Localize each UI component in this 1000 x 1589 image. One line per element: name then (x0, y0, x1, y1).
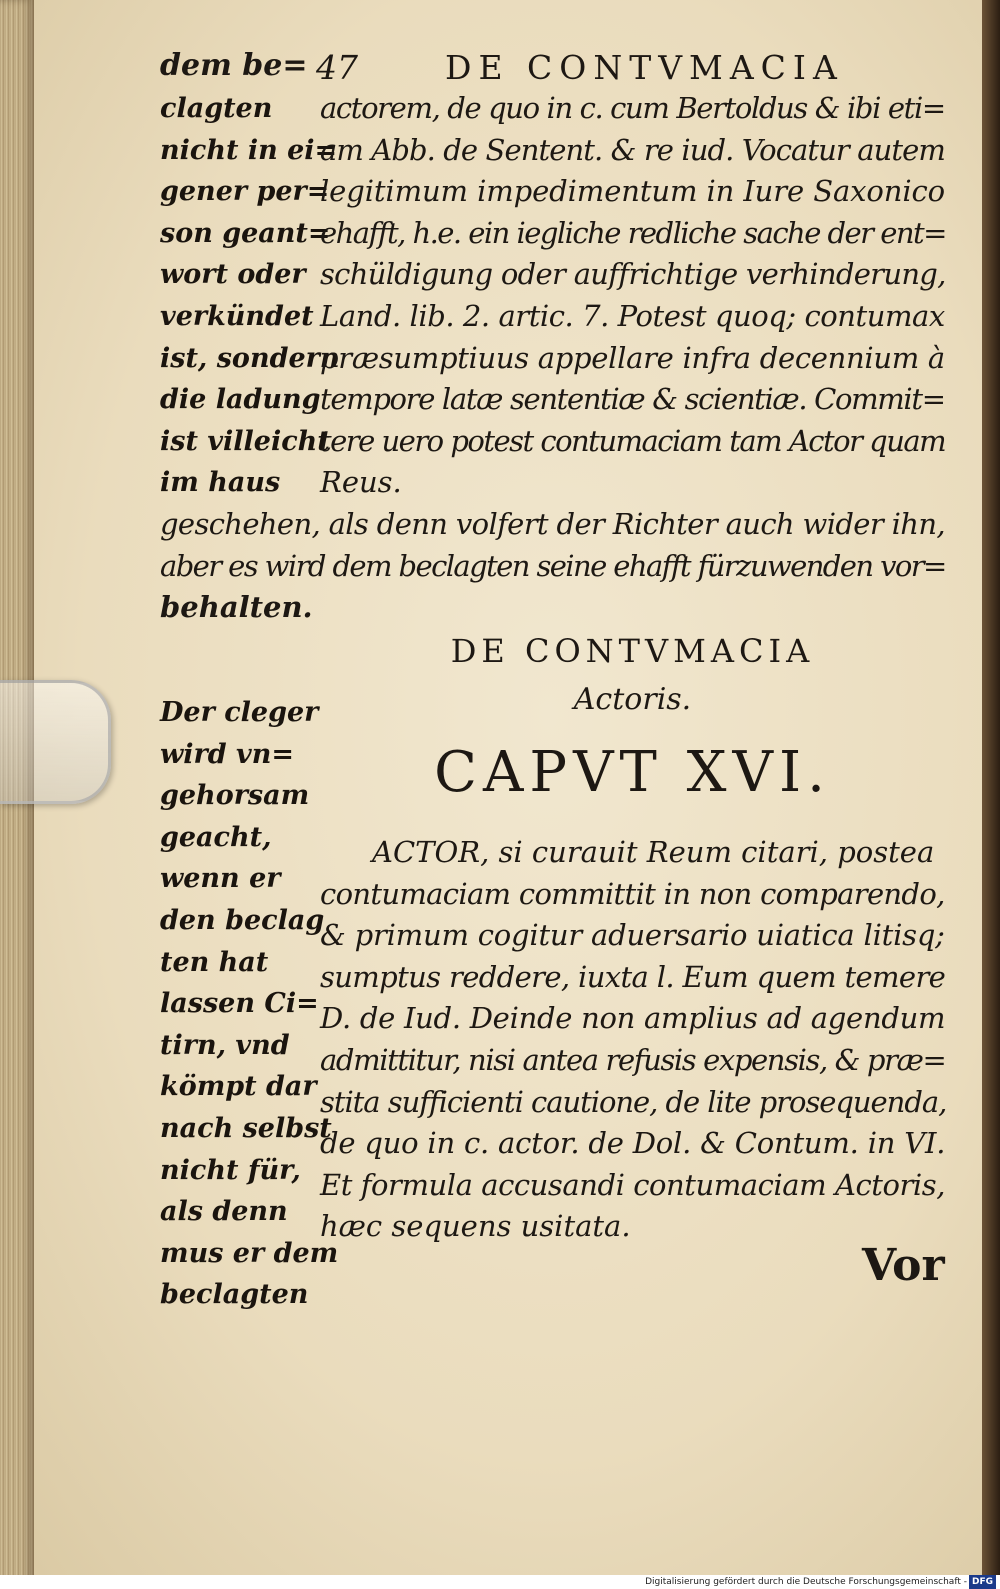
text-line: behalten. (160, 590, 313, 625)
margin-line: wenn er (160, 863, 281, 895)
text-line: contumaciam committit in non comparendo, (320, 876, 945, 911)
text-line: Reus. (320, 465, 402, 500)
dfg-logo: DFG (969, 1575, 996, 1589)
footer-text: Digitalisierung gefördert durch die Deutsche Forschungsgemeinschaft - (645, 1577, 967, 1587)
text-line: sumptus reddere, iuxta l. Eum quem temere (320, 959, 946, 994)
text-line: Land. lib. 2. artic. 7. Potest quoq; contumax (320, 298, 945, 333)
text-line: legitimum impedimentum in Iure Saxonico (320, 174, 945, 209)
text-line: tere uero potest contumaciam tam Actor quam (320, 423, 946, 458)
margin-line: nicht in ei= (160, 134, 338, 166)
text-line: tempore latæ sententiæ & scientiæ. Commit= (320, 382, 945, 417)
margin-line: ten hat (160, 946, 269, 978)
margin-line: verkündet (160, 300, 314, 332)
margin-line: gehorsam (160, 780, 310, 812)
text-line: D. de Iud. Deinde non amplius ad agendum (320, 1001, 946, 1036)
margin-line: nicht für, (160, 1154, 301, 1186)
margin-line: clagten (160, 93, 273, 124)
margin-line: lassen Ci= (160, 988, 319, 1020)
text-line: am Abb. de Sentent. & re iud. Vocatur autem (320, 132, 945, 167)
margin-line: ist villeicht (160, 425, 330, 457)
text-line: actorem, de quo in c. cum Bertoldus & ibi eti= (320, 91, 945, 125)
text-line: & primum cogitur aduersario uiatica litisq; (320, 918, 945, 953)
margin-line: mus er dem (160, 1237, 339, 1269)
margin-line: die ladung (160, 384, 321, 416)
margin-line: kömpt dar (160, 1071, 317, 1103)
margin-line: als denn (160, 1196, 288, 1228)
text-line: præsumptiuus appellare infra decennium à (320, 340, 945, 375)
chapter-heading: CAPVT XVI. (434, 740, 831, 805)
text-line: Et formula accusandi contumaciam Actoris, (320, 1167, 945, 1202)
binding-edge (982, 0, 1000, 1575)
section-title: DE CONTVMACIA (450, 632, 815, 670)
text-line: de quo in c. actor. de Dol. & Contum. in VI. (320, 1126, 946, 1161)
text-line: stita sufficienti cautione, de lite prosequenda, (320, 1084, 947, 1119)
page-clip (0, 680, 111, 804)
margin-line: Der cleger (160, 697, 319, 728)
header-margin-word: dem be= (160, 48, 308, 83)
margin-line: beclagten (160, 1279, 309, 1311)
text-line: geschehen, als denn volfert der Richter auch wider ihn, (160, 507, 945, 541)
margin-line: tirn, vnd (160, 1029, 290, 1061)
margin-line: gener per= (160, 176, 330, 208)
margin-line: wort oder (160, 259, 306, 291)
main-text-2 (320, 832, 945, 1248)
text-line: ehafft, h.e. ein iegliche redliche sache der ent= (320, 215, 946, 250)
margin-line: den beclag (160, 904, 325, 936)
main-text-1 (320, 88, 945, 504)
margin-note-2 (160, 692, 339, 1316)
catchword: Vor (862, 1240, 945, 1291)
text-line: ACTOR, si curauit Reum citari, postea (372, 835, 935, 869)
text-line: aber es wird dem beclagten seine ehafft fürzuwenden vor= (160, 548, 946, 583)
margin-line: im haus (160, 467, 281, 499)
margin-line: wird vn= (160, 738, 294, 770)
text-line: hæc sequens usitata. (320, 1209, 631, 1244)
page-number: 47 (316, 48, 358, 87)
section-subtitle: Actoris. (573, 682, 692, 717)
text-line: schüldigung oder auffrichtige verhinderung, (320, 257, 946, 292)
text-line: admittitur, nisi antea refusis expensis, & præ= (320, 1042, 946, 1077)
running-title: DE CONTVMACIA (445, 48, 844, 87)
margin-note-1 (160, 88, 340, 504)
full-width-text (160, 504, 945, 629)
margin-line: son geant= (160, 217, 331, 249)
margin-line: nach selbst (160, 1112, 332, 1144)
margin-line: ist, sondern (160, 342, 340, 374)
margin-line: geacht, (160, 821, 272, 853)
digitization-footer (0, 1575, 1000, 1589)
